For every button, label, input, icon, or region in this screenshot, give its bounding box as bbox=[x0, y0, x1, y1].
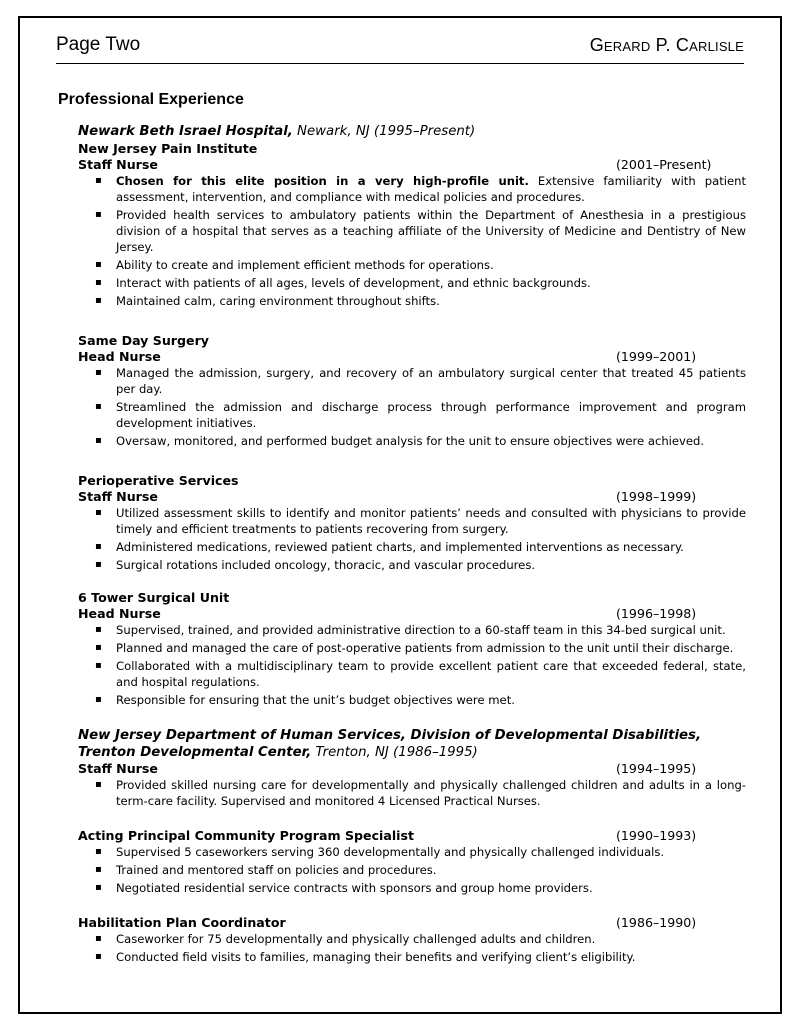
unit-name: 6 Tower Surgical Unit bbox=[78, 590, 230, 605]
role-title: Staff Nurse bbox=[78, 489, 158, 504]
role-dates: (1999–2001) bbox=[616, 349, 697, 364]
role-title: Habilitation Plan Coordinator bbox=[78, 915, 286, 930]
list-item: ▪ Negotiated residential service contracts with sponsors and group home providers. bbox=[116, 880, 746, 896]
role-dates: (1996–1998) bbox=[616, 606, 697, 621]
unit-name: New Jersey Pain Institute bbox=[78, 141, 258, 156]
bullet-list bbox=[78, 931, 746, 965]
role-dates: (1990–1993) bbox=[616, 828, 697, 843]
role-dates: (1994–1995) bbox=[616, 761, 697, 776]
position-block bbox=[78, 332, 746, 449]
resume-content bbox=[58, 92, 746, 967]
list-item: ▪ Supervised, trained, and provided administrative direction to a 60-staff team in this 34-bed surgical unit. bbox=[116, 622, 746, 638]
section-title: Professional Experience bbox=[58, 91, 244, 108]
bullet-list bbox=[78, 844, 746, 896]
bullet-list bbox=[78, 365, 746, 449]
page-header bbox=[56, 33, 744, 64]
list-item: ▪ Trained and mentored staff on policies and procedures. bbox=[116, 862, 746, 878]
bullet-list bbox=[78, 173, 746, 309]
role-dates: (1998–1999) bbox=[616, 489, 697, 504]
list-item bbox=[116, 173, 746, 205]
list-item: ▪ Surgical rotations included oncology, thoracic, and vascular procedures. bbox=[116, 557, 746, 573]
bullet-list bbox=[78, 777, 746, 809]
list-item: ▪ Oversaw, monitored, and performed budget analysis for the unit to ensure objectives were achieved. bbox=[116, 433, 746, 449]
resume-page bbox=[18, 16, 782, 1014]
role-title: Head Nurse bbox=[78, 349, 161, 364]
list-item: ▪ Planned and managed the care of post-operative patients from admission to the unit until their discharge. bbox=[116, 640, 746, 656]
role-title: Head Nurse bbox=[78, 606, 161, 621]
list-item: ▪ Supervised 5 caseworkers serving 360 developmentally and physically challenged individuals. bbox=[116, 844, 746, 860]
unit-name: Perioperative Services bbox=[78, 473, 239, 488]
bullet-list bbox=[78, 505, 746, 573]
bullet-lead: Chosen for this elite position in a very high-profile unit. bbox=[116, 174, 529, 188]
bullet-list bbox=[78, 622, 746, 708]
list-item: ▪ Interact with patients of all ages, levels of development, and ethnic backgrounds. bbox=[116, 275, 746, 291]
employer-location: Newark, NJ (1995–Present) bbox=[292, 124, 476, 139]
role-dates: (2001–Present) bbox=[616, 157, 712, 172]
bullet-text: Extensive familiarity with patient assessment, intervention, and compliance with medical policies and procedures. bbox=[116, 174, 746, 204]
position-block bbox=[78, 140, 746, 309]
role-title: Staff Nurse bbox=[78, 157, 158, 172]
candidate-name: Gerard P. Carlisle bbox=[589, 35, 744, 55]
position-block bbox=[78, 761, 746, 809]
role-row bbox=[78, 489, 746, 505]
list-item: ▪ Collaborated with a multidisciplinary team to provide excellent patient care that exceeded federal, state, and hospital regulations. bbox=[116, 658, 746, 690]
position-block bbox=[78, 915, 746, 965]
list-item: ▪ Streamlined the admission and discharge process through performance improvement and program development initiatives. bbox=[116, 399, 746, 431]
role-row bbox=[78, 606, 746, 622]
list-item: ▪ Utilized assessment skills to identify and monitor patients’ needs and consulted with physicians to provide timely and efficient treatments to patients recovering from surgery. bbox=[116, 505, 746, 537]
employer-heading bbox=[78, 123, 746, 140]
list-item: ▪ Provided health services to ambulatory patients within the Department of Anesthesia in a prestigious division of a hospital that serves as a teaching affiliate of the University of Medicine and Dentistry of New Jersey. bbox=[116, 207, 746, 255]
role-dates: (1986–1990) bbox=[616, 915, 697, 930]
list-item: ▪ Provided skilled nursing care for developmentally and physically challenged children and adults in a long-term-care facility. Supervised and monitored 4 Licensed Practical Nurses. bbox=[116, 777, 746, 809]
position-block bbox=[78, 472, 746, 573]
role-row bbox=[78, 761, 746, 777]
list-item: ▪ Managed the admission, surgery, and recovery of an ambulatory surgical center that treated 45 patients per day. bbox=[116, 365, 746, 397]
list-item: ▪ Maintained calm, caring environment throughout shifts. bbox=[116, 293, 746, 309]
role-row bbox=[78, 157, 746, 173]
list-item: ▪ Ability to create and implement efficient methods for operations. bbox=[116, 257, 746, 273]
role-row bbox=[78, 349, 746, 365]
list-item: ▪ Conducted field visits to families, managing their benefits and verifying client’s eligibility. bbox=[116, 949, 746, 965]
list-item: ▪ Administered medications, reviewed patient charts, and implemented interventions as necessary. bbox=[116, 539, 746, 555]
employer-name: Newark Beth Israel Hospital, bbox=[78, 124, 293, 139]
unit-name: Same Day Surgery bbox=[78, 333, 209, 348]
role-title: Acting Principal Community Program Specialist bbox=[78, 828, 415, 843]
role-row bbox=[78, 915, 746, 931]
list-item: ▪ Caseworker for 75 developmentally and physically challenged adults and children. bbox=[116, 931, 746, 947]
employer-name: New Jersey Department of Human Services, Division of Developmental Disabilities, Trenton Developmental Center, bbox=[78, 728, 701, 760]
employer-location: Trenton, NJ (1986–1995) bbox=[311, 745, 478, 760]
page-number: Page Two bbox=[56, 34, 141, 55]
position-block bbox=[78, 589, 746, 708]
position-block bbox=[78, 828, 746, 896]
employer-heading bbox=[78, 727, 746, 761]
role-title: Staff Nurse bbox=[78, 761, 158, 776]
list-item: ▪ Responsible for ensuring that the unit’s budget objectives were met. bbox=[116, 692, 746, 708]
role-row bbox=[78, 828, 746, 844]
